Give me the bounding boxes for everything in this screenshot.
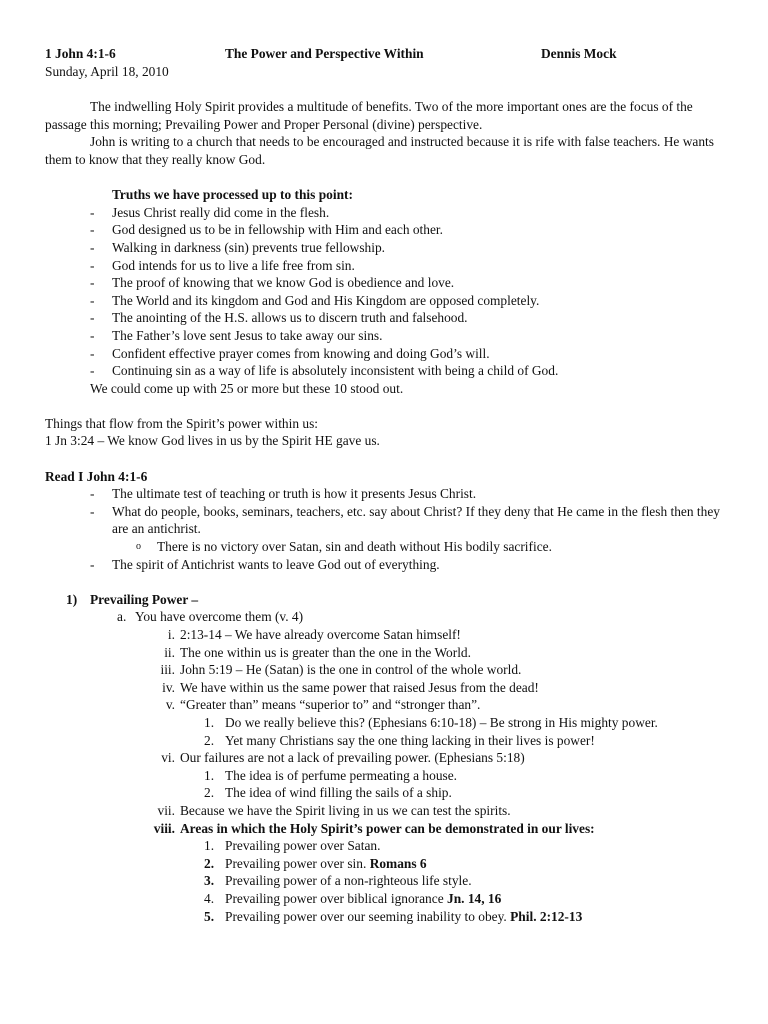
list-marker: -: [90, 363, 95, 379]
list-marker: -: [90, 345, 95, 361]
scripture-ref: Romans 6: [369, 855, 427, 871]
list-marker: -: [90, 503, 95, 519]
number-marker: 1.: [204, 714, 215, 730]
outline-item: vi. Our failures are not a lack of prevailing power. (Ephesians 5:18): [161, 750, 525, 766]
list-marker: -: [90, 292, 95, 308]
outline-item: 2. Yet many Christians say the one thing lacking in their lives is power!: [204, 732, 595, 748]
number-marker: 2.: [204, 855, 215, 871]
outline-item: 3. Prevailing power of a non-righteous life style.: [204, 873, 472, 889]
list-marker: -: [90, 327, 95, 343]
list-marker: -: [90, 275, 95, 291]
list-item: - The ultimate test of teaching or truth is how it presents Jesus Christ.: [90, 486, 477, 502]
roman-marker: iv.: [162, 679, 175, 695]
list-item: - The anointing of the H.S. allows us to discern truth and falsehood.: [90, 310, 468, 326]
outline-item: vii. Because we have the Spirit living in us we can test the spirits.: [157, 802, 511, 818]
scripture-ref: Jn. 14, 16: [447, 890, 502, 906]
number-marker: 2.: [204, 785, 215, 801]
flow-intro: Things that flow from the Spirit’s power within us:: [45, 415, 318, 431]
section-heading: 1) Prevailing Power –: [66, 591, 199, 607]
list-item: - The Father’s love sent Jesus to take away our sins.: [90, 327, 383, 343]
number-marker: 1.: [204, 838, 215, 854]
sermon-title: The Power and Perspective Within: [225, 46, 424, 61]
list-item: o There is no victory over Satan, sin and death without His bodily sacrifice.: [136, 539, 552, 555]
outline-item: 2. Prevailing power over sin. Romans 6: [204, 855, 427, 871]
read-heading: Read I John 4:1-6: [45, 468, 148, 484]
list-marker: -: [90, 239, 95, 255]
roman-marker: iii.: [160, 662, 175, 678]
outline-item: a. You have overcome them (v. 4): [117, 609, 304, 625]
list-item: - Walking in darkness (sin) prevents true fellowship.: [90, 239, 385, 255]
sermon-date: Sunday, April 18, 2010: [45, 64, 169, 79]
outline-item: 1. The idea is of perfume permeating a house.: [204, 767, 458, 783]
sermon-page: [45, 45, 725, 925]
number-marker: 5.: [204, 908, 215, 924]
list-item: - God intends for us to live a life free from sin.: [90, 257, 355, 273]
list-item: - The World and its kingdom and God and His Kingdom are opposed completely.: [90, 292, 540, 308]
list-marker: -: [90, 257, 95, 273]
truths-heading: Truths we have processed up to this point:: [112, 187, 353, 203]
section-number: 1): [66, 591, 78, 607]
list-item: - Continuing sin as a way of life is absolutely inconsistent with being a child of God.: [90, 363, 559, 379]
roman-marker: ii.: [164, 644, 175, 660]
list-marker: -: [90, 486, 95, 502]
outline-item: ii. The one within us is greater than the one in the World.: [164, 644, 471, 660]
scripture-ref: Phil. 2:12-13: [510, 908, 583, 924]
list-item: - Confident effective prayer comes from knowing and doing God’s will.: [90, 345, 490, 361]
list-item: - God designed us to be in fellowship with Him and each other.: [90, 222, 443, 238]
outline-item: iv. We have within us the same power that raised Jesus from the dead!: [162, 679, 539, 695]
list-item: - The spirit of Antichrist wants to leave God out of everything.: [90, 556, 440, 572]
list-item: - Jesus Christ really did come in the flesh.: [90, 204, 330, 220]
list-marker: -: [90, 556, 95, 572]
roman-marker: i.: [167, 627, 175, 642]
outline-item: v. “Greater than” means “superior to” and “stronger than”.: [165, 697, 481, 713]
outline-item: 5. Prevailing power over our seeming inability to obey. Phil. 2:12-13: [204, 908, 583, 924]
number-marker: 4.: [204, 890, 215, 906]
outline-item: 4. Prevailing power over biblical ignorance Jn. 14, 16: [204, 890, 502, 906]
truths-closing: We could come up with 25 or more but these 10 stood out.: [90, 380, 404, 396]
scripture-reference: 1 John 4:1-6: [45, 46, 116, 61]
number-marker: 1.: [204, 767, 215, 783]
list-marker: -: [90, 310, 95, 326]
intro-paragraph-1: The indwelling Holy Spirit provides a multitude of benefits. Two of the more important ones are the focus of the passage this morning; Prevailing Power and Proper Personal (divine) perspective.: [45, 99, 693, 132]
outline-item: 1. Prevailing power over Satan.: [204, 838, 381, 854]
list-marker: -: [90, 204, 95, 220]
outline-item: viii. Areas in which the Holy Spirit’s power can be demonstrated in our lives:: [153, 820, 595, 836]
outline-item: 2. The idea of wind filling the sails of a ship.: [204, 785, 452, 801]
document-header: [45, 45, 725, 63]
roman-marker: vii.: [157, 802, 175, 818]
number-marker: 2.: [204, 732, 215, 748]
intro-paragraph-2: John is writing to a church that needs to be encouraged and instructed because it is rife with false teachers. He wants them to know that they really know God.: [45, 134, 714, 167]
roman-marker: vi.: [161, 750, 175, 766]
roman-marker: v.: [165, 697, 175, 713]
outline-item: i. 2:13-14 – We have already overcome Satan himself!: [167, 627, 461, 642]
list-marker: -: [90, 222, 95, 238]
outline-item: iii. John 5:19 – He (Satan) is the one in control of the whole world.: [160, 662, 522, 678]
flow-verse: 1 Jn 3:24 – We know God lives in us by the Spirit HE gave us.: [45, 433, 380, 449]
truths-list: [45, 204, 725, 380]
roman-marker: viii.: [153, 820, 175, 836]
number-marker: 3.: [204, 873, 215, 889]
list-item: - The proof of knowing that we know God is obedience and love.: [90, 275, 455, 291]
outline-marker: a.: [117, 609, 127, 625]
circle-bullet: o: [136, 541, 141, 553]
list-item: - What do people, books, seminars, teachers, etc. say about Christ? If they deny that He came in the flesh then they are an antichrist.: [90, 503, 720, 537]
author-name: Dennis Mock: [541, 46, 617, 61]
outline-item: 1. Do we really believe this? (Ephesians 6:10-18) – Be strong in His mighty power.: [204, 714, 658, 730]
